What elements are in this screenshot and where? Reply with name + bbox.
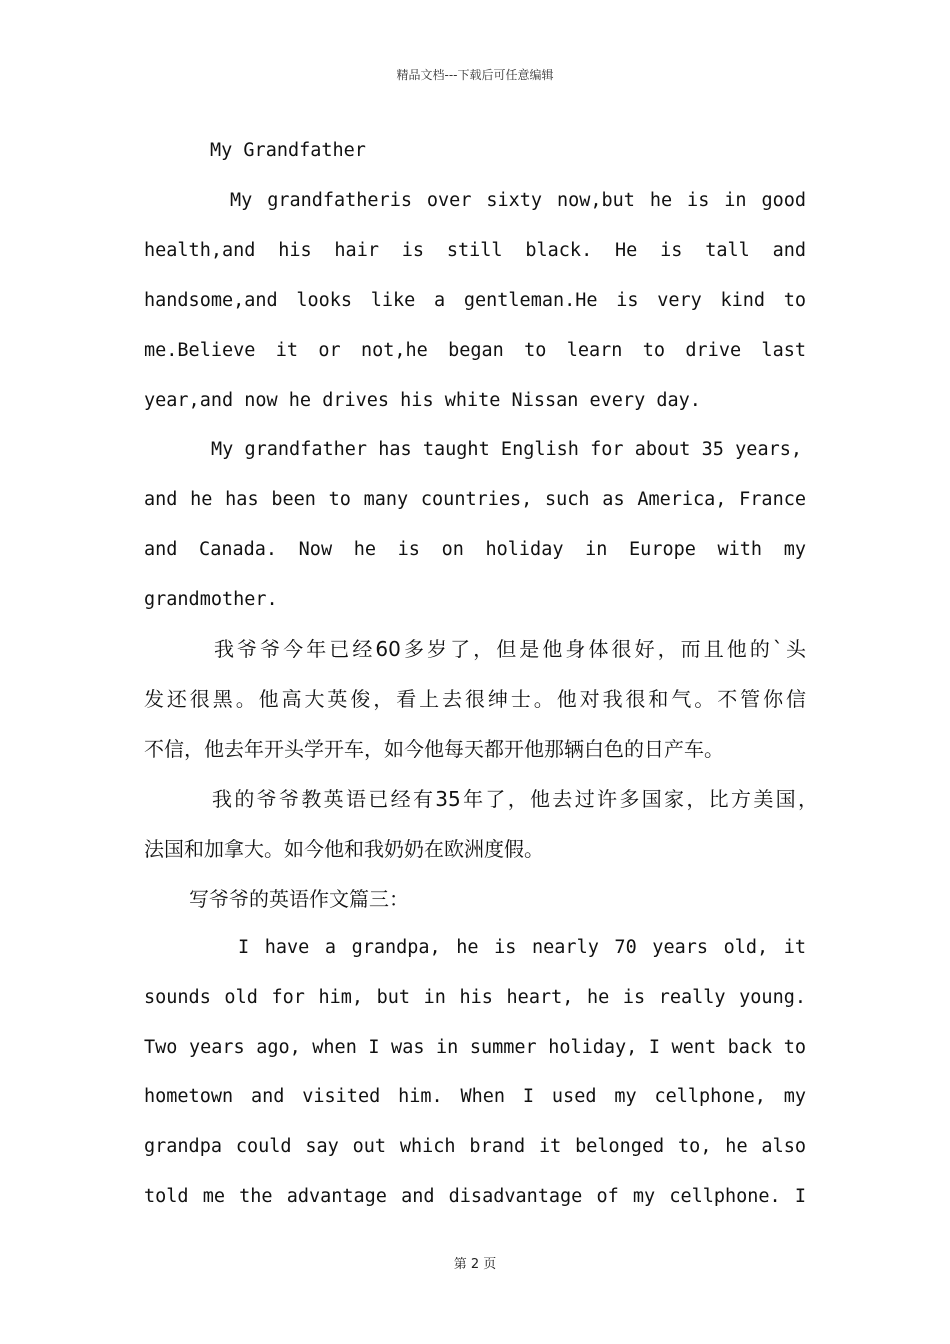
text-line: health,and his hair is still black. He is tall and [144, 240, 806, 261]
document-title: My Grandfather [210, 140, 366, 161]
text-line: sounds old for him, but in his heart, he is really young. [144, 987, 806, 1008]
text-line: 法国和加拿大。如今他和我奶奶在欧洲度假。 [144, 837, 544, 861]
text-line: 我的爷爷教英语已经有35年了，他去过许多国家，比方美国， [212, 787, 818, 811]
text-line: Two years ago, when I was in summer holiday, I went back to [144, 1037, 806, 1058]
text-line: grandpa could say out which brand it belonged to, he also [144, 1136, 806, 1157]
page-header: 精品文档---下载后可任意编辑 [396, 68, 554, 82]
text-line: hometown and visited him. When I used my cellphone, my [144, 1086, 806, 1107]
page-footer: 第 2 页 [453, 1257, 497, 1272]
text-line: year,and now he drives his white Nissan every day. [144, 390, 701, 411]
text-line: 我爷爷今年已经60多岁了，但是他身体很好，而且他的`头 [214, 637, 806, 661]
text-line: 不信，他去年开头学开车，如今他每天都开他那辆白色的日产车。 [144, 737, 724, 761]
text-line: My grandfatheris over sixty now,but he is in good [230, 190, 806, 211]
text-line: My grandfather has taught English for about 35 years, [211, 439, 802, 460]
text-line: and he has been to many countries, such as America, France [144, 489, 806, 510]
text-line: told me the advantage and disadvantage of my cellphone. I [144, 1186, 806, 1207]
text-line: me.Believe it or not,he began to learn to drive last [144, 340, 806, 361]
text-line: I have a grandpa, he is nearly 70 years old, it [238, 937, 806, 958]
text-line: and Canada. Now he is on holiday in Europe with my [144, 539, 806, 560]
text-line: 发还很黑。他高大英俊，看上去很绅士。他对我很和气。不管你信 [144, 687, 806, 711]
section-heading: 写爷爷的英语作文篇三： [189, 887, 409, 911]
text-line: grandmother. [144, 589, 278, 610]
text-line: handsome,and looks like a gentleman.He is very kind to [144, 290, 806, 311]
